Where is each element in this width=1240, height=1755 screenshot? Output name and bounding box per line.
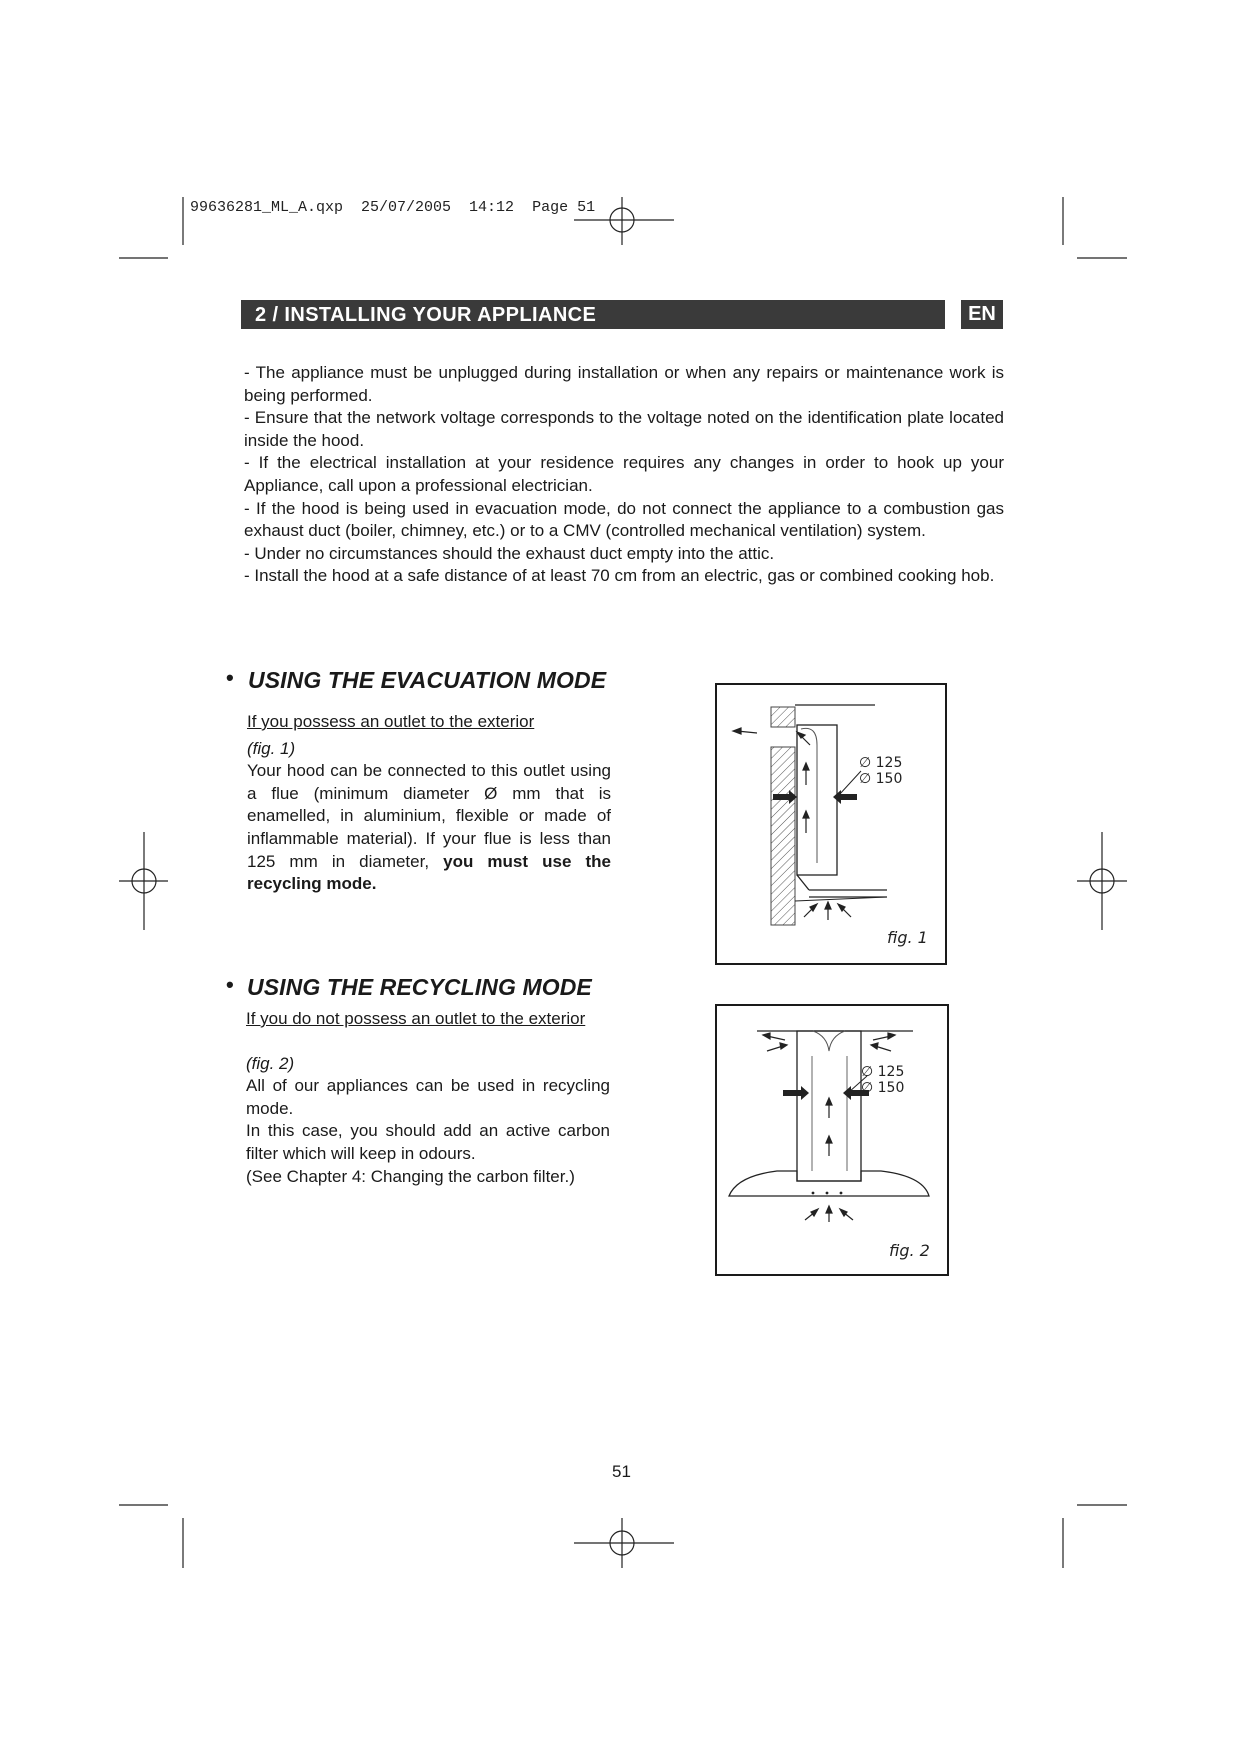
fig2-caption: fig. 2	[889, 1241, 930, 1260]
section-header-bar	[241, 300, 945, 329]
evacuation-body-bold: you must use the recycling mode.	[247, 851, 611, 894]
evacuation-subtitle: If you possess an outlet to the exterior	[247, 712, 535, 731]
intro-line: - The appliance must be unplugged during installation or when any repairs or maintenance work is being performed.	[244, 363, 1004, 405]
recycling-fig-ref: (fig. 2)	[246, 1053, 295, 1073]
intro-line: - Under no circumstances should the exhaust duct empty into the attic.	[244, 543, 775, 563]
evacuation-heading: USING THE EVACUATION MODE	[248, 667, 607, 693]
intro-line: - If the electrical installation at your residence requires any changes in order to hook up your Appliance, call upon a professional electrician.	[244, 453, 1004, 495]
page-number: 51	[612, 1462, 631, 1481]
slug-file: 99636281_ML_A.qxp	[190, 199, 344, 216]
push-arrows	[783, 1086, 869, 1100]
fig2-diameter-125: ∅ 125	[861, 1064, 905, 1080]
evacuation-body-text: Your hood can be connected to this outlet using a flue (minimum diameter Ø mm that is enamelled, in aluminium, flexible or made of inflammable material). If your flue is less than 125 mm in diameter,	[247, 761, 611, 871]
recycling-line: (See Chapter 4: Changing the carbon filter.)	[246, 1166, 575, 1186]
wall-hatched	[771, 707, 795, 925]
section-title: 2 / INSTALLING YOUR APPLIANCE	[255, 304, 597, 326]
evacuation-diagram	[717, 685, 945, 963]
slug-page: Page 51	[532, 199, 596, 216]
evacuation-fig-ref: (fig. 1)	[247, 738, 296, 758]
figure-1-box	[715, 683, 947, 965]
fig2-diameter-150: ∅ 150	[861, 1080, 905, 1096]
intro-paragraphs	[244, 362, 1004, 588]
figure-2-box	[715, 1004, 949, 1276]
fig1-caption: fig. 1	[887, 928, 928, 947]
evacuation-body	[247, 760, 611, 896]
bullet-evacuation: •	[226, 665, 234, 690]
print-slug	[190, 199, 613, 216]
recycling-heading: USING THE RECYCLING MODE	[247, 974, 592, 1000]
slug-time: 14:12	[469, 199, 515, 216]
intro-line: - If the hood is being used in evacuation mode, do not connect the appliance to a combustion gas exhaust duct (boiler, chimney, etc.) or to a CMV (controlled mechanical ventilation) system.	[244, 498, 1004, 541]
language-badge: EN	[961, 300, 1003, 329]
slug-date: 25/07/2005	[361, 199, 452, 216]
evacuation-text	[247, 711, 611, 896]
fig1-diameter-125: ∅ 125	[859, 755, 903, 771]
fig1-diameter-150: ∅ 150	[859, 771, 903, 787]
bullet-recycling: •	[226, 972, 234, 997]
recycling-subtitle: If you do not possess an outlet to the exterior	[246, 1009, 586, 1028]
recycling-text	[246, 1008, 610, 1188]
recycling-line: In this case, you should add an active carbon filter which will keep in odours.	[246, 1121, 610, 1163]
recycling-diagram	[717, 1006, 947, 1274]
intro-line: - Ensure that the network voltage corresponds to the voltage noted on the identification plate located inside the hood.	[244, 408, 1004, 450]
intro-line: - Install the hood at a safe distance of at least 70 cm from an electric, gas or combined cooking hob.	[244, 566, 995, 586]
recycling-line: All of our appliances can be used in recycling mode.	[246, 1076, 610, 1118]
